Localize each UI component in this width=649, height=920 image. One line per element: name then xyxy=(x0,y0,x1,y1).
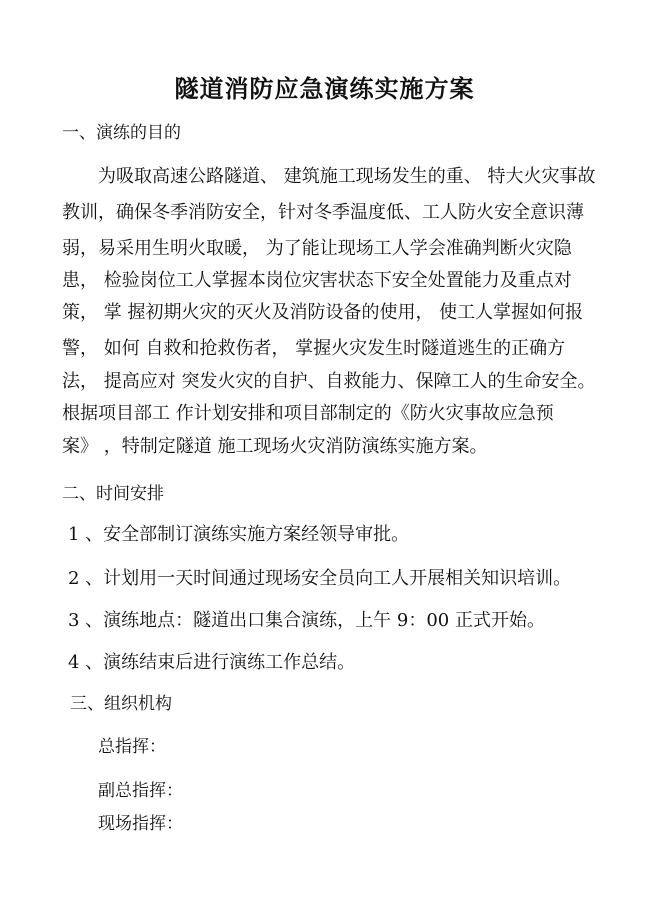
section-2-heading: 二、时间安排 xyxy=(62,484,164,504)
document-title: 隧道消防应急演练实施方案 xyxy=(174,74,475,103)
section-1-line-8: 根据项目部工 作计划安排和项目部制定的《防火灾事故应急预 xyxy=(62,403,554,424)
section-1-line-5: 策， 掌 握初期火灾的灭火及消防设备的使用， 使工人掌握如何报 xyxy=(62,302,584,323)
role-deputy-commander: 副总指挥： xyxy=(98,781,183,801)
section-3-heading: 三、组织机构 xyxy=(70,694,172,714)
section-1-line-9: 案》 ，特制定隧道 施工现场火灾消防演练实施方案。 xyxy=(62,436,488,457)
section-1-line-4: 患， 检验岗位工人掌握本岗位灾害状态下安全处置能力及重点对 xyxy=(62,270,572,291)
role-site-commander: 现场指挥： xyxy=(98,814,183,834)
section-1-line-1: 为吸取高速公路隧道、 建筑施工现场发生的重、 特大火灾事故 xyxy=(98,166,596,187)
schedule-item-1: 1 、安全部制订演练实施方案经领导审批。 xyxy=(68,524,410,545)
section-1-line-7: 法， 提高应对 突发火灾的自护、自救能力、保障工人的生命安全。 xyxy=(62,371,596,392)
schedule-item-2: 2 、计划用一天时间通过现场安全员向工人开展相关知识培训。 xyxy=(68,568,572,589)
schedule-item-3: 3 、演练地点：隧道出口集合演练，上午 9：00 正式开始。 xyxy=(68,610,545,631)
role-commander: 总指挥： xyxy=(98,737,166,757)
section-1-line-2: 教训，确保冬季消防安全，针对冬季温度低、工人防火安全意识薄 xyxy=(62,202,584,223)
schedule-item-4: 4 、演练结束后进行演练工作总结。 xyxy=(68,652,356,673)
section-1-line-6: 警， 如何 自救和抢救伤者， 掌握火灾发生时隧道逃生的正确方 xyxy=(62,338,566,359)
section-1-line-3: 弱，易采用生明火取暖， 为了能让现场工人学会准确判断火灾隐 xyxy=(62,238,572,259)
section-1-heading: 一、演练的目的 xyxy=(62,123,181,143)
